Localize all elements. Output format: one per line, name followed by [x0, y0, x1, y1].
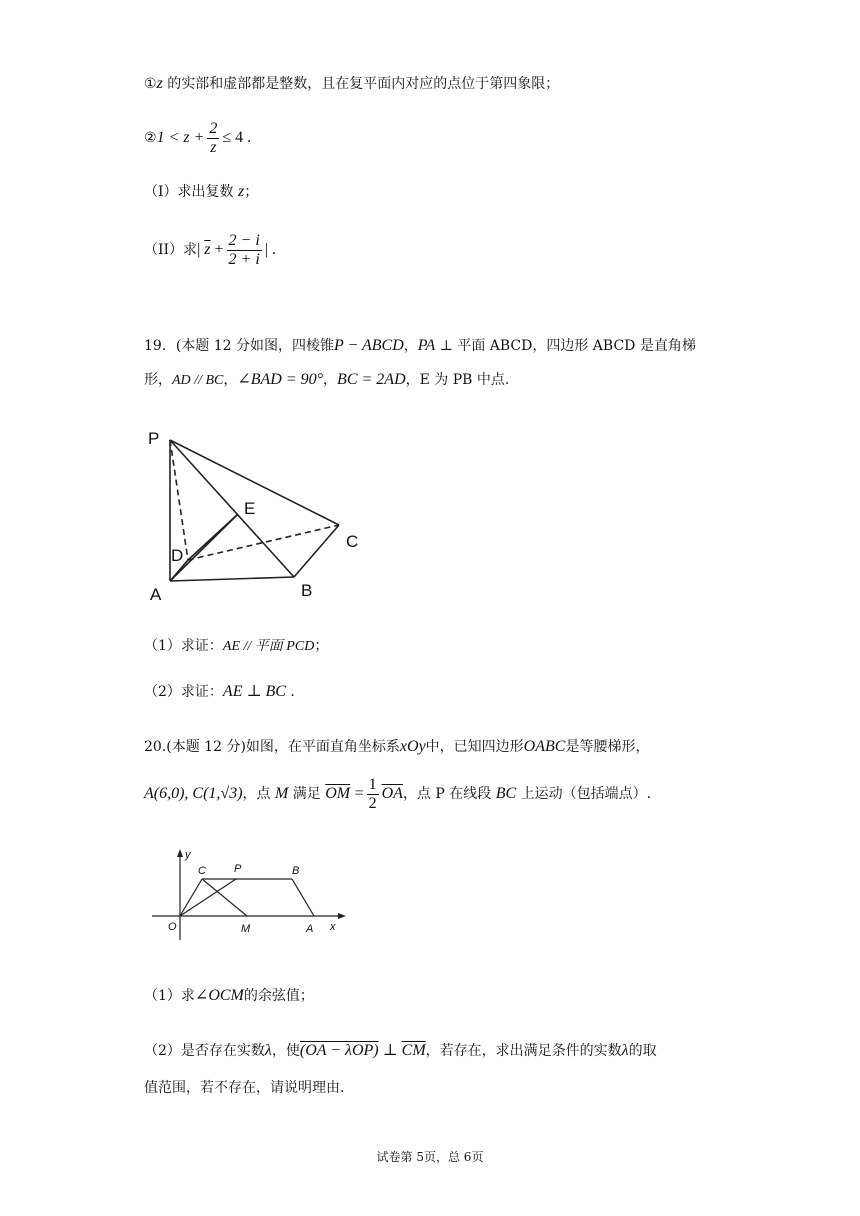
- q18-part-2: [144, 228, 276, 272]
- points-a-c: A(6,0), C(1,√3): [144, 785, 243, 802]
- edge-ab: [170, 577, 294, 581]
- label-a: A: [306, 923, 314, 935]
- q20-intro-line-1: [144, 737, 649, 757]
- perp-plane-text: ⊥ 平面 ABCD，四边形 ABCD 是直角梯: [435, 338, 696, 354]
- pyramid-name: P − ABCD: [334, 337, 404, 354]
- cond2-left: 1 < z +: [156, 129, 205, 146]
- side-oc: [180, 879, 202, 916]
- q19-part-1: [144, 636, 328, 657]
- q20-intro-line-2: [144, 772, 651, 816]
- comma: ，: [403, 338, 418, 354]
- comma: ，: [223, 372, 238, 388]
- part2-text-b: ，使: [271, 1043, 300, 1059]
- q20-intro-c: 是等腰梯形，: [565, 739, 650, 755]
- label-o: O: [168, 921, 177, 933]
- var-z: z: [237, 183, 245, 200]
- part2-end: .: [285, 684, 295, 700]
- part2-label: （2）是否存在实数: [144, 1043, 265, 1059]
- ae-parallel-plane-pcd: AE // 平面 PCD: [222, 639, 315, 654]
- frac-num: 2: [209, 119, 218, 137]
- part2-label: （2）求证：: [144, 684, 223, 700]
- q18-condition-2: [144, 118, 251, 158]
- abs-close: | .: [264, 241, 276, 258]
- ae-perp-bc: AE ⊥ BC: [222, 683, 286, 700]
- part1-label: （1）求证：: [144, 638, 223, 654]
- vector-om: $\overline{OM}$: [325, 785, 351, 802]
- label-y: y: [185, 849, 191, 861]
- part2-label: （II）求: [144, 242, 198, 258]
- pyramid-figure: [140, 418, 380, 608]
- plus-sign: +: [210, 241, 224, 258]
- ad-parallel-bc: AD // BC: [172, 373, 224, 388]
- part2-line2-text: 值范围，若不存在，请说明理由.: [144, 1080, 345, 1096]
- line2-start: 形，: [144, 372, 172, 388]
- var-lambda: λ: [264, 1042, 272, 1059]
- edge-pb: [170, 440, 294, 577]
- part1-end: 的余弦值；: [243, 988, 314, 1004]
- cond2-right: ≤ 4 .: [222, 129, 252, 146]
- segment-bc: BC: [495, 785, 517, 802]
- edge-de: [188, 514, 238, 560]
- page-footer: 试卷第 5页，总 6页: [376, 1150, 484, 1164]
- cond1-text: 的实部和虚部都是整数，且在复平面内对应的点位于第四象限；: [162, 76, 560, 92]
- fraction-2-over-z: [207, 120, 219, 157]
- q19-part-2: [144, 682, 295, 702]
- frac-den: z: [210, 138, 217, 156]
- q20-intro: 20.(本题 12 分)如图，在平面直角坐标系: [144, 739, 400, 755]
- quad-oabc: OABC: [523, 738, 566, 755]
- q20-part-2-line-1: [144, 1041, 657, 1061]
- perp-sign: ⊥: [378, 1042, 402, 1059]
- segment-pa: PA: [417, 337, 436, 354]
- vector-expression: (OA − λOP): [299, 1042, 379, 1059]
- e-midpoint-text: ，E 为 PB 中点.: [405, 372, 510, 388]
- coordinate-figure: [148, 846, 358, 942]
- label-e: E: [244, 499, 256, 518]
- label-p: P: [148, 429, 160, 448]
- q20-part-1: [144, 986, 314, 1006]
- point-p-text: ，点 P 在线段: [402, 786, 492, 802]
- q18-condition-1: [144, 74, 559, 94]
- coord-system-xoy: xOy: [399, 738, 426, 755]
- vector-cm: $\overline{CM}$: [401, 1042, 426, 1059]
- q19-intro-line-2: [144, 370, 509, 391]
- y-axis-arrow-icon: [177, 849, 183, 857]
- frac-num: 2 − i: [228, 231, 260, 249]
- var-m: M: [275, 785, 289, 802]
- side-ba: [292, 879, 314, 916]
- moving-text: 上运动（包括端点）.: [520, 786, 652, 802]
- fraction-one-half: [367, 776, 379, 813]
- part1-end: ；: [244, 184, 259, 200]
- circled-two: ②: [144, 130, 157, 146]
- frac-num: 1: [368, 775, 377, 793]
- part1-label: （I）求出复数: [144, 184, 234, 200]
- point-m-text: ，点: [242, 786, 271, 802]
- part1-end: ；: [314, 638, 329, 654]
- edge-bc: [294, 525, 339, 577]
- var-z: z: [156, 75, 163, 92]
- label-c: C: [346, 532, 359, 551]
- label-b: B: [301, 581, 313, 600]
- label-p: P: [234, 863, 242, 875]
- frac-den: 2 + i: [228, 250, 260, 268]
- vector-oa: $\overline{OA}$: [381, 785, 403, 802]
- label-a: A: [150, 585, 162, 604]
- frac-den: 2: [368, 794, 377, 812]
- q20-part-2-line-2: [144, 1078, 344, 1098]
- q19-intro-line-1: [144, 336, 696, 356]
- label-d: D: [171, 546, 184, 565]
- var-lambda: λ: [621, 1042, 629, 1059]
- angle-ocm: ∠OCM: [194, 987, 244, 1004]
- fraction-2mi-over-2pi: [227, 232, 262, 269]
- bc-equals-2ad: BC = 2AD: [337, 371, 406, 388]
- q20-intro-b: 中，已知四边形: [425, 739, 524, 755]
- q19-intro: 19．(本题 12 分如图，四棱锥: [144, 338, 334, 354]
- label-c: C: [198, 865, 206, 877]
- label-x: x: [330, 921, 336, 933]
- part2-text-d: 的取: [628, 1043, 657, 1059]
- z-conjugate: $\overline{z}$: [204, 241, 211, 258]
- label-b: B: [292, 865, 300, 877]
- part2-text-c: ，若存在，求出满足条件的实数: [425, 1043, 622, 1059]
- circled-one: ①: [144, 76, 157, 92]
- equals-sign: =: [354, 785, 364, 802]
- satisfy-text: 满足: [292, 786, 321, 802]
- abs-open: |: [197, 241, 205, 258]
- q18-part-1: [144, 182, 258, 202]
- part1-label: （1）求: [144, 988, 195, 1004]
- comma: ，: [323, 372, 338, 388]
- angle-bad: ∠BAD = 90°: [237, 371, 324, 388]
- label-m: M: [241, 923, 251, 935]
- x-axis-arrow-icon: [338, 913, 346, 919]
